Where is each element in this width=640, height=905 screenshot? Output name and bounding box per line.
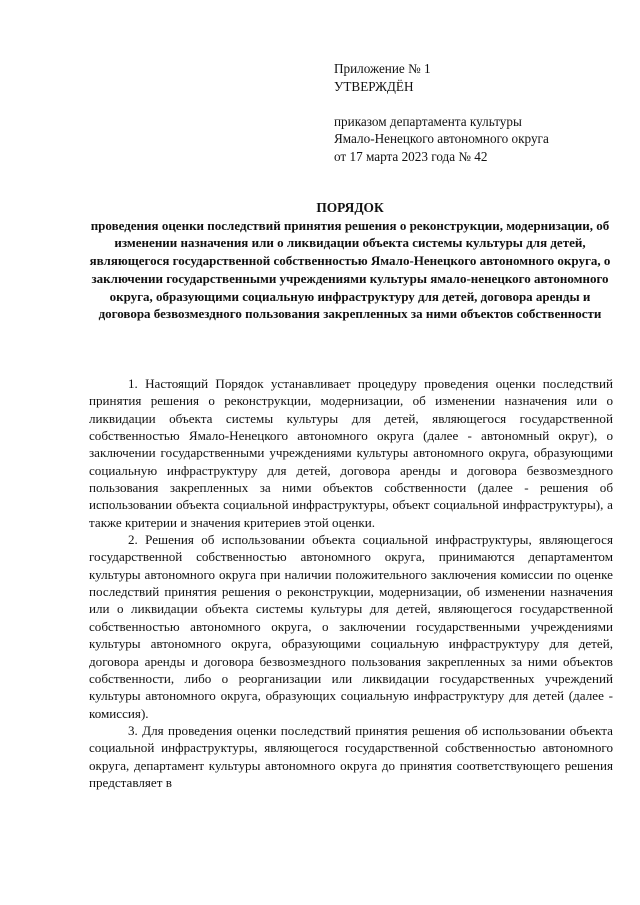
paragraph-1: 1. Настоящий Порядок устанавливает процедуру проведения оценки последствий принятия решения о реконструкции, модернизации, об изменении назначения или о ликвидации объекта системы культуры для детей, являющегося государственной собственностью Ямало-Ненецкого автономного округа (далее - автономный округ), о заключении государственными учреждениями культуры автономного округа, образующими социальную инфраструктуру для детей, договора аренды и договора безвозмездного пользования закрепленных за ними объектов собственности (далее - решения об использовании объекта социальной инфраструктуры, объект социальной инфраструктуры), а также критерии и значения критериев этой оценки. <box>89 376 613 530</box>
approval-date-line: от 17 марта 2023 года № 42 <box>334 148 488 164</box>
paragraph-2: 2. Решения об использовании объекта социальной инфраструктуры, являющегося государственной собственностью автономного округа, принимаются департаментом культуры автономного округа при наличии положительного заключения комиссии по оценке последствий принятия решения о реконструкции, модернизации, об изменении назначения или о ликвидации объекта системы культуры для детей, являющегося государственной собственностью автономного округа, о заключении государственными учреждениями культуры автономного округа, образующими социальную инфраструктуру для детей, договора аренды и договора безвозмездного пользования закрепленных за ними объектов собственности, либо о реорганизации или ликвидации государственных учреждений культуры автономного округа, образующих социальную инфраструктуру для детей (далее - комиссия). <box>89 532 613 721</box>
approval-order-line: приказом департамента культуры <box>334 113 522 129</box>
approval-spacer <box>334 95 624 113</box>
approval-block <box>334 60 624 166</box>
approved-stamp-text: УТВЕРЖДЁН <box>334 78 414 94</box>
paragraph-3: 3. Для проведения оценки последствий принятия решения об использовании объекта социальной инфраструктуры, являющегося государственной собственностью автономного округа, департамент культуры автономного округа до принятия соответствующего решения представляет в <box>89 722 613 790</box>
appendix-number: Приложение № 1 <box>334 61 431 76</box>
document-title <box>86 199 614 323</box>
document-subtitle: проведения оценки последствий принятия решения о реконструкции, модернизации, об изменении назначения или о ликвидации объекта системы культуры для детей, являющегося государственной собственностью Ямало-Ненецкого автономного округа, о заключении государственными учреждениями культуры ямало-ненецкого автономного округа, образующими социальную инфраструктуру для детей, договора аренды и договора безвозмездного пользования закрепленных за ними объектов собственности <box>89 217 611 322</box>
approval-department-line: Ямало-Ненецкого автономного округа <box>334 131 549 147</box>
document-heading: ПОРЯДОК <box>316 200 384 215</box>
document-body <box>89 375 613 791</box>
